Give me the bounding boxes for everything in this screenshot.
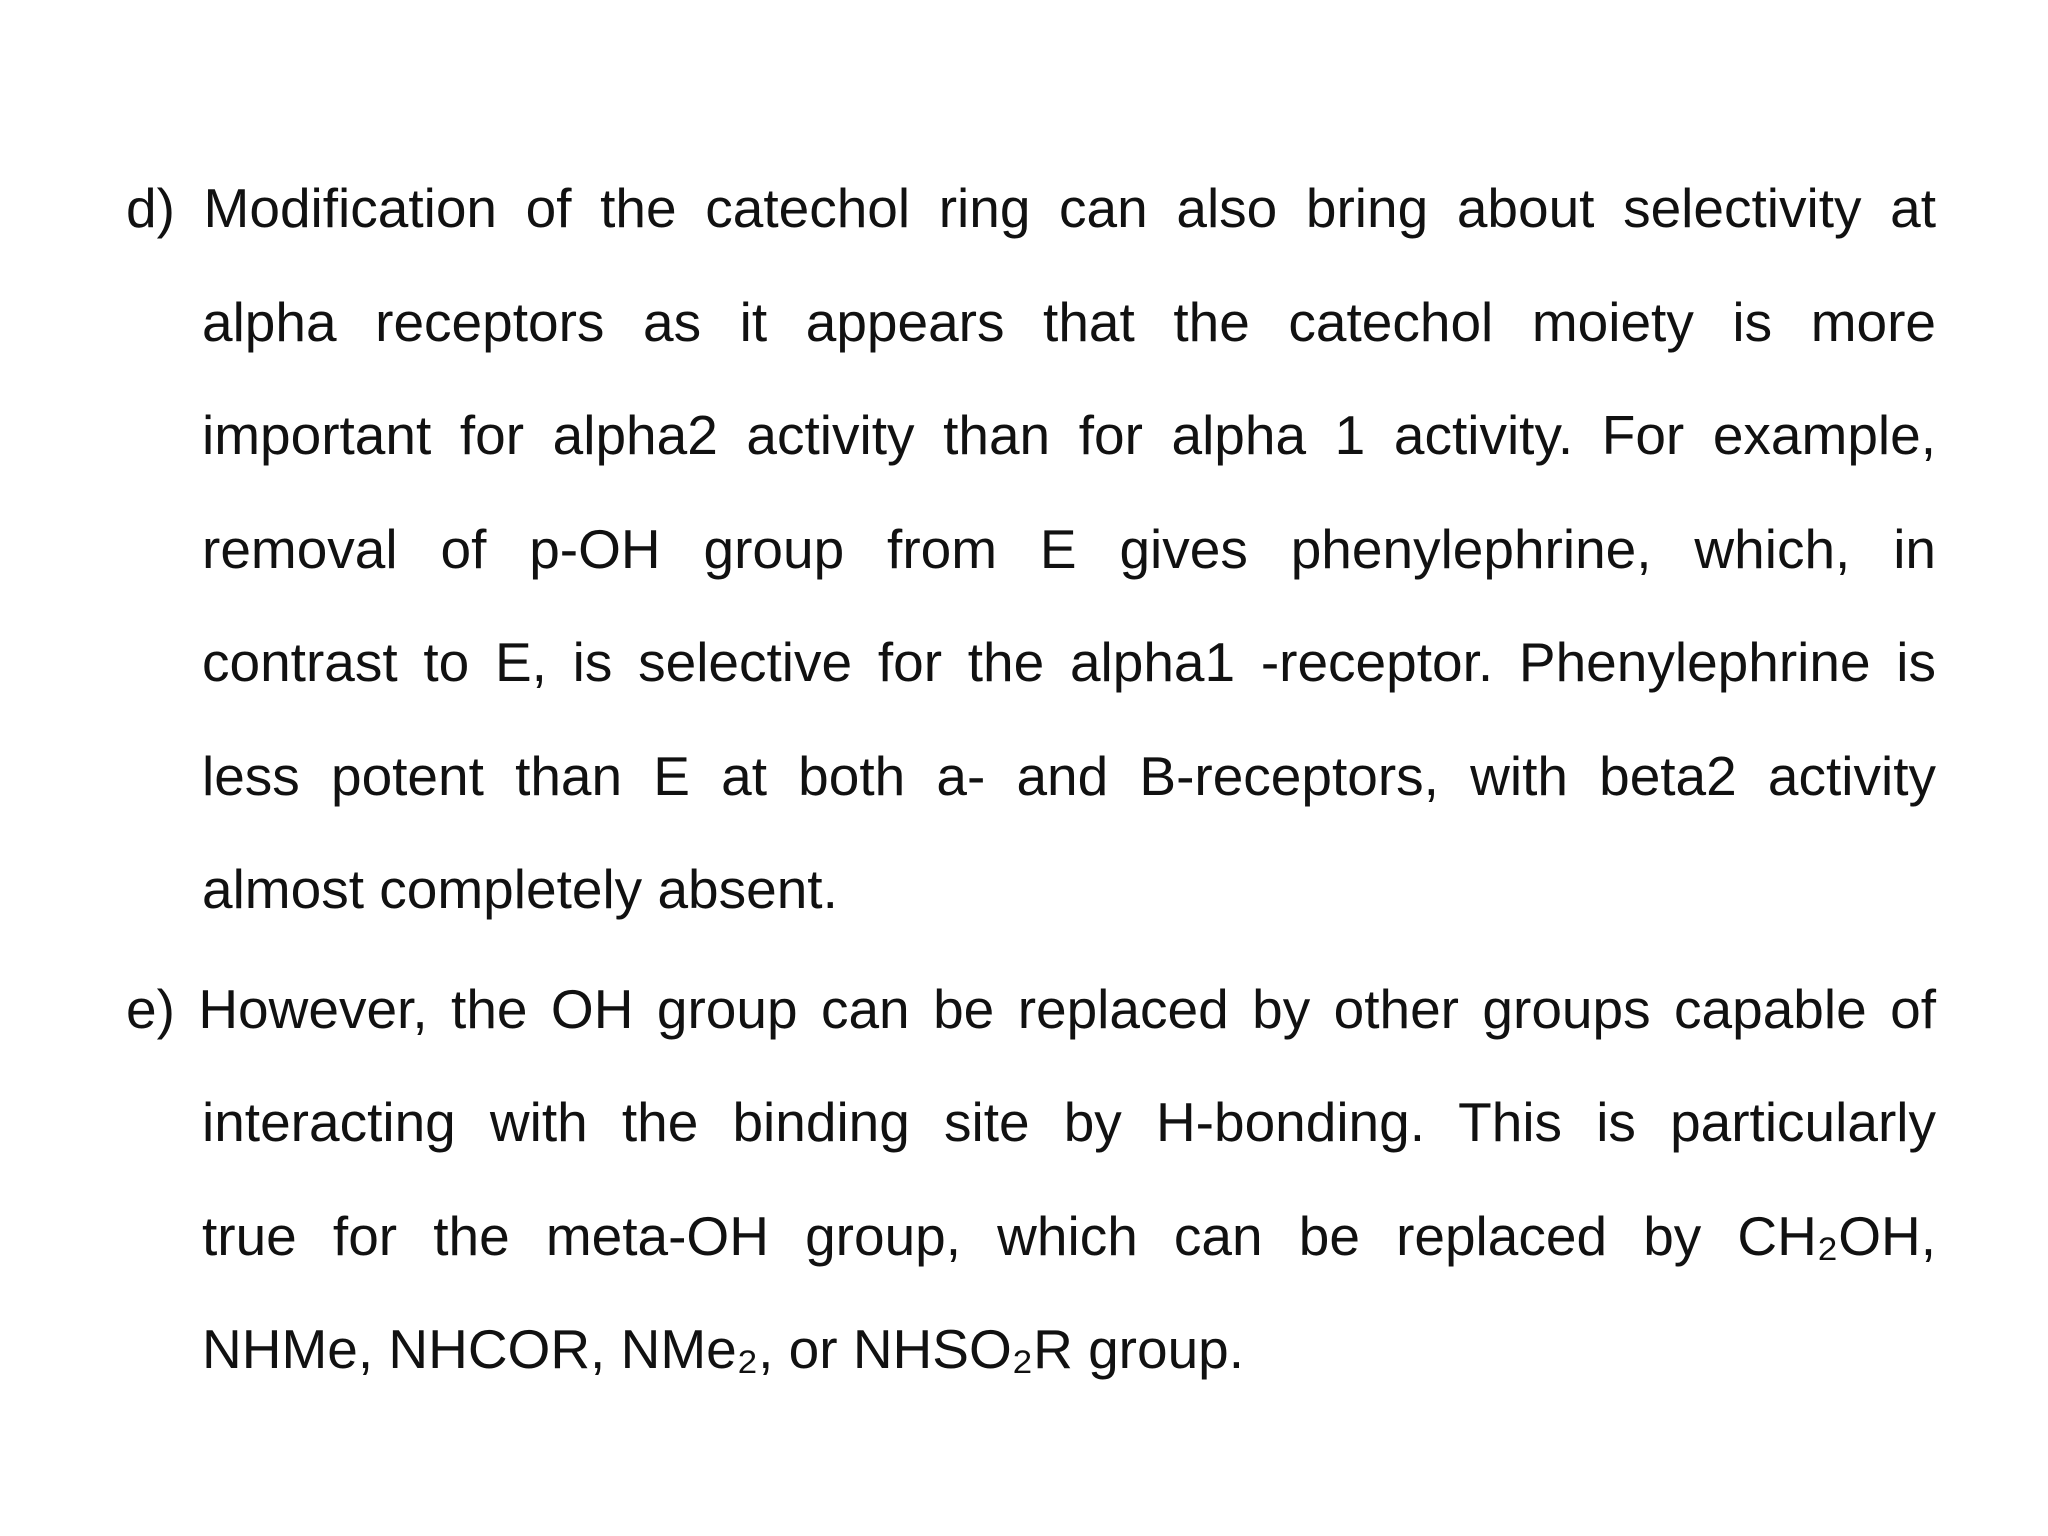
point-e-line-3: true for the meta-OH group, which can be replaced by CH₂OH, (202, 1204, 1936, 1267)
point-d (126, 152, 1936, 947)
point-e-line-1: e) However, the OH group can be replaced by other groups capable of (126, 977, 1936, 1040)
point-d-line-5: contrast to E, is selective for the alpha1 -receptor. Phenylephrine is (202, 631, 1936, 693)
point-d-line-2: alpha receptors as it appears that the catechol moiety is more (202, 290, 1936, 353)
point-e-line-2: interacting with the binding site by H-bonding. This is particularly (202, 1091, 1936, 1153)
slide-body (126, 152, 1936, 1413)
point-e (126, 953, 1936, 1407)
point-e-line-4: NHMe, NHCOR, NMe₂, or NHSO₂R group. (202, 1318, 1245, 1380)
point-d-line-1: d) Modification of the catechol ring can also bring about selectivity at (126, 177, 1936, 239)
point-d-line-6: less potent than E at both a- and B-receptors, with beta2 activity (202, 744, 1936, 807)
point-d-line-7: almost completely absent. (202, 858, 838, 920)
point-d-line-3: important for alpha2 activity than for alpha 1 activity. For example, (202, 404, 1936, 466)
point-d-line-4: removal of p-OH group from E gives phenylephrine, which, in (202, 517, 1936, 580)
